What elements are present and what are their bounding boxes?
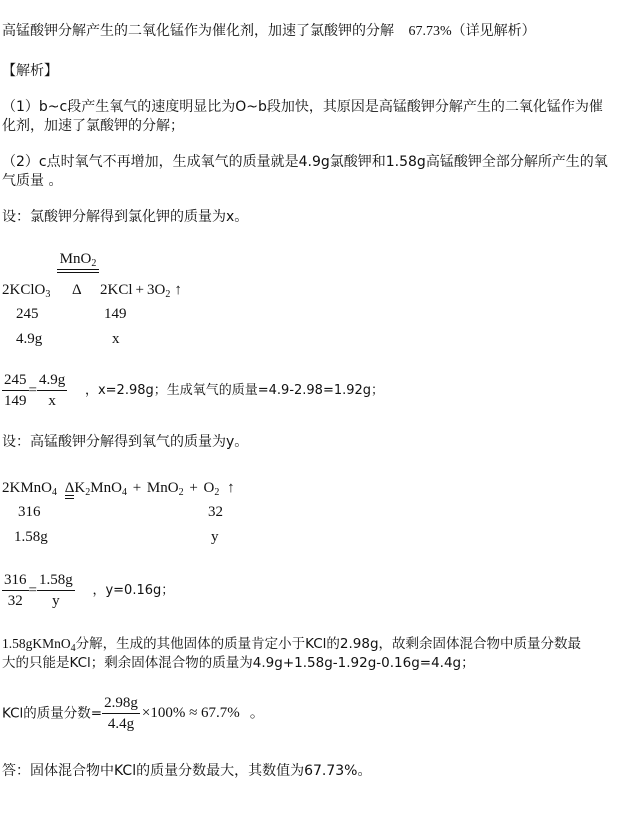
reaction-condition-line — [57, 269, 99, 273]
equation-2: 2KMnO$_4$ Δ $K_2MnO_4 + MnO_2 + O_2$ ↑ — [2, 480, 235, 498]
equation-1: 2KClO$_3$ — [2, 282, 51, 300]
fraction-1a: $\frac{245}{149}$ — [4, 372, 27, 409]
assumption-y: 设：高锰酸钾分解得到氧气的质量为y。 — [2, 434, 249, 450]
gas-arrow-icon: ↑ — [227, 480, 235, 496]
molar-mass-kclo3: 245 — [16, 306, 39, 322]
fraction-1b: $\frac{4.9g}{x}$ — [38, 372, 66, 409]
paragraph-2-line-2: 气质量 。 — [2, 173, 63, 189]
molar-mass-kmno4: 316 — [18, 504, 41, 520]
final-answer: 答：固体混合物中KCl的质量分数最大，其数值为67.73%。 — [2, 763, 372, 779]
equation-1-products: $2KCl + 3O_2$ ↑ — [100, 282, 182, 300]
mass-fraction-calc: KCl的质量分数= $\frac{2.98g}{4.4g}$ ×100% ≈ 67.7% 。 — [2, 695, 265, 732]
gas-arrow-icon: ↑ — [174, 282, 182, 298]
paragraph-1-line-2: 化剂，加速了氯酸钾的分解； — [2, 118, 184, 134]
heat-symbol-2: Δ — [65, 480, 75, 497]
reaction-condition-line-2 — [65, 495, 75, 499]
fraction-3: $\frac{2.98g}{4.4g}$ — [104, 695, 138, 732]
assumption-x: 设：氯酸钾分解得到氯化钾的质量为x。 — [2, 209, 249, 225]
paragraph-3-line-2: 大的只能是KCl；剩余固体混合物的质量为4.9g+1.58g-1.92g-0.16g=4.4g； — [2, 655, 475, 671]
mass-kclo3: 4.9g — [16, 331, 43, 347]
mass-x: x — [112, 331, 120, 347]
molar-mass-kcl: 149 — [104, 306, 127, 322]
proportion-2: $\frac{316}{32}$ = $\frac{1.58g}{y}$ ，y=0.16g； — [4, 572, 175, 609]
paragraph-1-line-1: （1）b~c段产生氧气的速度明显比为O~b段加快，其原因是高锰酸钾分解产生的二氧化锰作为催 — [2, 99, 603, 115]
mass-y: y — [211, 529, 219, 545]
catalyst-label: MnO$_2$ — [57, 251, 99, 273]
heat-symbol: Δ — [72, 282, 82, 298]
paragraph-3-line-1: 1.58gKMnO$_4$分解，生成的其他固体的质量肯定小于KCl的2.98g，故剩余固体混合物中质量分数最 — [2, 636, 582, 654]
section-title: 【解析】 — [2, 63, 58, 79]
paragraph-2-line-1: （2）c点时氧气不再增加，生成氧气的质量就是4.9g氯酸钾和1.58g高锰酸钾全部分解所产生的氧 — [2, 154, 608, 170]
mass-kmno4: 1.58g — [14, 529, 48, 545]
proportion-1: $\frac{245}{149}$ = $\frac{4.9g}{x}$ ，x=2.98g；生成氧气的质量=4.9-2.98=1.92g； — [4, 372, 385, 409]
answer-value: 67.73% — [408, 24, 452, 39]
molar-mass-o2: 32 — [208, 504, 223, 520]
fraction-2b: $\frac{1.58g}{y}$ — [38, 572, 73, 609]
fraction-2a: $\frac{316}{32}$ — [4, 572, 27, 609]
answer-summary: 高锰酸钾分解产生的二氧化锰作为催化剂，加速了氯酸钾的分解 67.73%（详见解析） — [2, 23, 536, 39]
